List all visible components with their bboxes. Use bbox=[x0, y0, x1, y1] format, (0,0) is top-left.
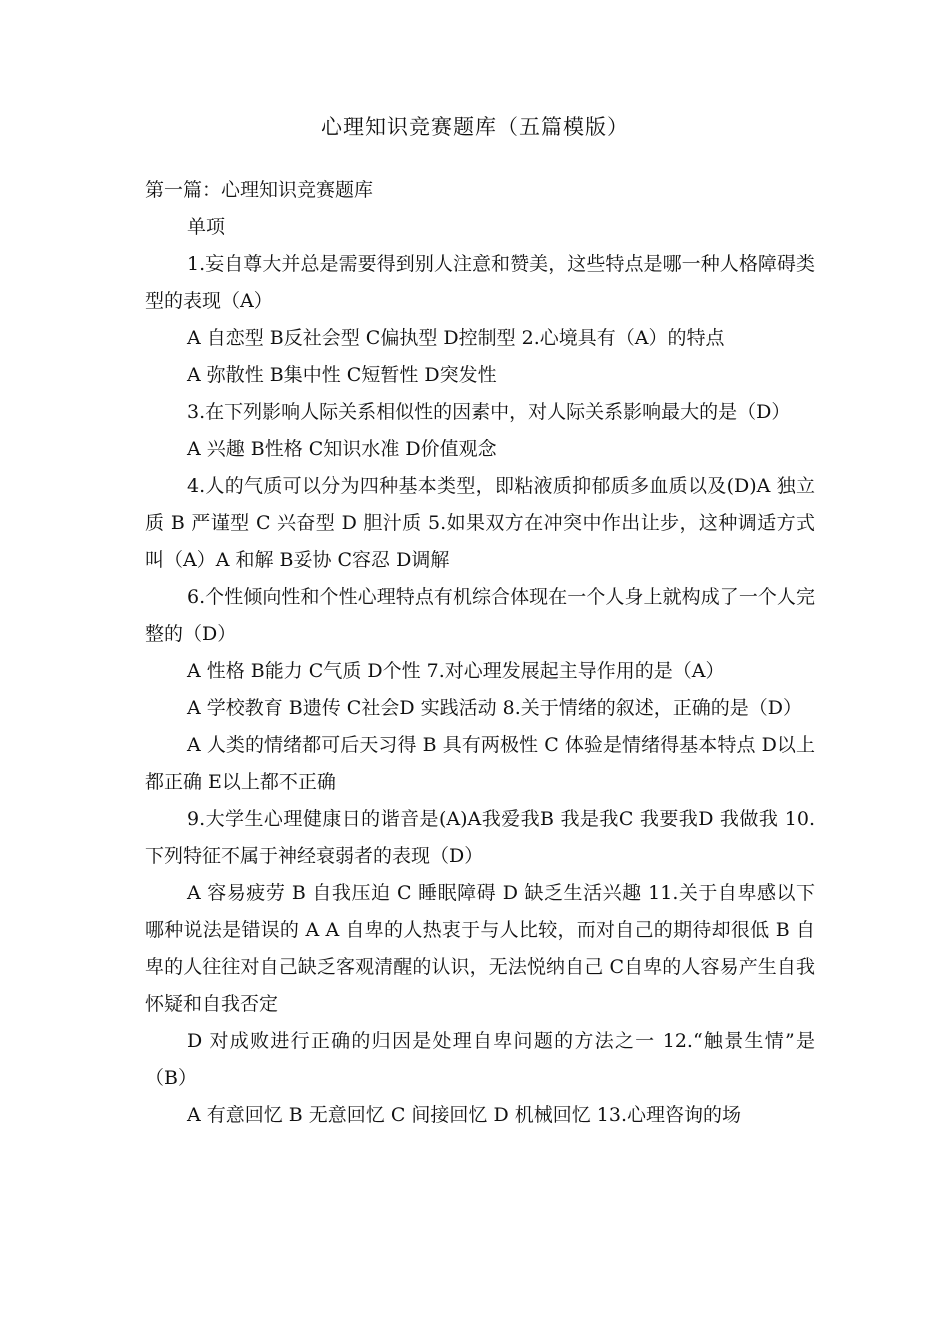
paragraph: A 人类的情绪都可后天习得 B 具有两极性 C 体验是情绪得基本特点 D以上都正确 E以上都不正确 bbox=[145, 734, 815, 793]
document-body bbox=[145, 172, 815, 1134]
paragraph: 9.大学生心理健康日的谐音是(A)A我爱我B 我是我C 我要我D 我做我 10.下列特征不属于神经衰弱者的表现（D） bbox=[145, 808, 815, 867]
paragraph: 6.个性倾向性和个性心理特点有机综合体现在一个人身上就构成了一个人完整的（D） bbox=[145, 586, 815, 645]
section-heading: 第一篇：心理知识竞赛题库 bbox=[145, 179, 374, 201]
paragraph: A 自恋型 B反社会型 C偏执型 D控制型 2.心境具有（A）的特点 bbox=[187, 327, 725, 349]
document-title: 心理知识竞赛题库（五篇模版） bbox=[321, 115, 629, 139]
paragraph: A 性格 B能力 C气质 D个性 7.对心理发展起主导作用的是（A） bbox=[187, 660, 725, 682]
paragraph: D 对成败进行正确的归因是处理自卑问题的方法之一 12.“触景生情”是（B） bbox=[145, 1030, 815, 1089]
paragraph: 4.人的气质可以分为四种基本类型，即粘液质抑郁质多血质以及(D)A 独立质 B 严谨型 C 兴奋型 D 胆汁质 5.如果双方在冲突中作出让步，这种调适方式叫（A）A 和解 B妥协 C容忍 D调解 bbox=[145, 475, 815, 571]
paragraph: A 弥散性 B集中性 C短暂性 D突发性 bbox=[187, 364, 497, 386]
paragraph: A 学校教育 B遗传 C社会D 实践活动 8.关于情绪的叙述，正确的是（D） bbox=[187, 697, 803, 719]
paragraph: 1.妄自尊大并总是需要得到别人注意和赞美，这些特点是哪一种人格障碍类型的表现（A） bbox=[145, 253, 815, 312]
paragraph: 3.在下列影响人际关系相似性的因素中，对人际关系影响最大的是（D） bbox=[187, 401, 791, 423]
subheading: 单项 bbox=[187, 216, 226, 238]
paragraph: A 兴趣 B性格 C知识水准 D价值观念 bbox=[187, 438, 497, 460]
paragraph: A 容易疲劳 B 自我压迫 C 睡眠障碍 D 缺乏生活兴趣 11.关于自卑感以下哪种说法是错误的 A A 自卑的人热衷于与人比较，而对自己的期待却很低 B 自卑的人往往对自己缺乏客观清醒的认识，无法悦纳自己 C自卑的人容易产生自我怀疑和自我否定 bbox=[145, 882, 815, 1015]
paragraph: A 有意回忆 B 无意回忆 C 间接回忆 D 机械回忆 13.心理咨询的场 bbox=[187, 1104, 741, 1126]
